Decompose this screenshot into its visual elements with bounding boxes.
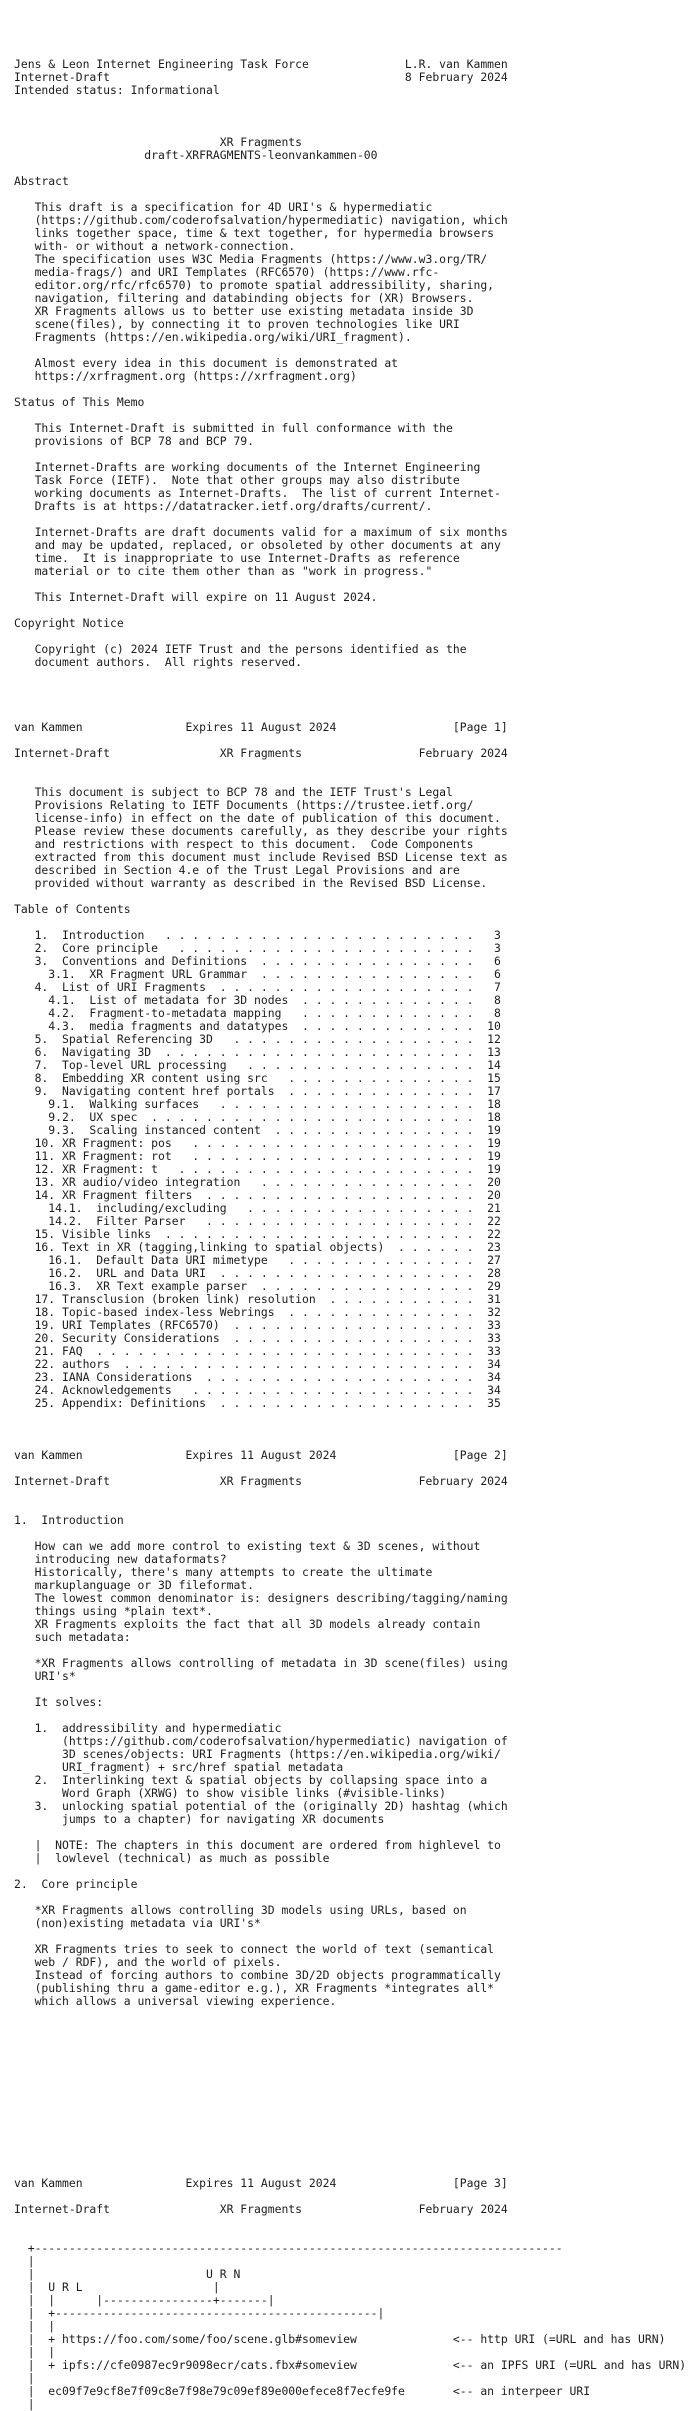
doc-line: van Kammen Expires 11 August 2024 [Page 3] xyxy=(14,2176,508,2190)
doc-line: Please review these documents carefully, as they describe your rights xyxy=(14,824,508,838)
draft-page-4 xyxy=(14,2203,700,2411)
doc-line xyxy=(14,2125,700,2138)
doc-line: This draft is a specification for 4D URI's & hypermediatic xyxy=(14,200,433,214)
doc-line: 16.1. Default Data URI mimetype . . . . . . . . . . . . . . 27 xyxy=(14,1253,501,1267)
doc-line: XR Fragments tries to seek to connect the world of text (semantical xyxy=(14,1942,495,1956)
doc-line xyxy=(14,760,700,773)
doc-line: provisions of BCP 78 and BCP 79. xyxy=(14,434,255,448)
doc-line: (non)existing metadata via URI's* xyxy=(14,1916,261,1930)
doc-line: and restrictions with respect to this document. Code Components xyxy=(14,837,474,851)
doc-line: Instead of forcing authors to combine 3D/2D objects programmatically xyxy=(14,1968,501,1982)
doc-line xyxy=(14,1488,700,1501)
doc-line: Status of This Memo xyxy=(14,395,145,409)
doc-line xyxy=(14,2151,700,2164)
doc-line: material or to cite them other than as "work in progress." xyxy=(14,564,433,578)
doc-line: Drafts is at https://datatracker.ietf.org/drafts/current/. xyxy=(14,499,433,513)
doc-line: document authors. All rights reserved. xyxy=(14,655,303,669)
doc-line xyxy=(14,2216,700,2229)
doc-line: Copyright Notice xyxy=(14,616,124,630)
doc-line: How can we add more control to existing text & 3D scenes, without xyxy=(14,1539,481,1553)
doc-line: 13. XR audio/video integration . . . . . . . . . . . . . . . . 20 xyxy=(14,1175,501,1189)
doc-line: 9.1. Walking surfaces . . . . . . . . . . . . . . . . . . . 18 xyxy=(14,1097,501,1111)
doc-line: 23. IANA Considerations . . . . . . . . . . . . . . . . . . . . 34 xyxy=(14,1370,501,1384)
doc-line: 14.1. including/excluding . . . . . . . . . . . . . . . . . 21 xyxy=(14,1201,501,1215)
doc-line: 7. Top-level URL processing . . . . . . . . . . . . . . . . . 14 xyxy=(14,1058,501,1072)
doc-line: (https://github.com/coderofsalvation/hypermediatic) navigation of xyxy=(14,1734,508,1748)
doc-line: 3. Conventions and Definitions . . . . . . . . . . . . . . . . 6 xyxy=(14,954,501,968)
doc-line: Almost every idea in this document is demonstrated at xyxy=(14,356,399,370)
doc-line: 4.2. Fragment-to-metadata mapping . . . . . . . . . . . . . 8 xyxy=(14,1006,501,1020)
doc-line: Intended status: Informational xyxy=(14,83,220,97)
doc-line: 4.3. media fragments and datatypes . . . . . . . . . . . . . 10 xyxy=(14,1019,501,1033)
doc-line: 25. Appendix: Definitions . . . . . . . . . . . . . . . . . . . 35 xyxy=(14,1396,501,1410)
draft-page-3 xyxy=(14,1475,700,2190)
doc-line: | xyxy=(14,2371,35,2385)
doc-line: | NOTE: The chapters in this document are ordered from highlevel to xyxy=(14,1838,501,1852)
doc-line: such metadata: xyxy=(14,1630,131,1644)
doc-line xyxy=(14,2021,700,2034)
doc-line: 4.1. List of metadata for 3D nodes . . . . . . . . . . . . . 8 xyxy=(14,993,501,1007)
doc-line xyxy=(14,2060,700,2073)
doc-line: +----------------------------------------------------------------------------- xyxy=(14,2241,563,2255)
doc-line: https://xrfragment.org (https://xrfragment.org) xyxy=(14,369,357,383)
doc-line: 9.3. Scaling instanced content . . . . . . . . . . . . . . . 19 xyxy=(14,1123,501,1137)
doc-line: | | xyxy=(14,2319,56,2333)
doc-line: navigation, filtering and databinding objects for (XR) Browsers. xyxy=(14,291,474,305)
doc-line: markuplanguage or 3D fileformat. xyxy=(14,1578,255,1592)
doc-line: Copyright (c) 2024 IETF Trust and the persons identified as the xyxy=(14,642,467,656)
doc-line: media-frags/) and URI Templates (RFC6570) (https://www.rfc- xyxy=(14,265,440,279)
doc-line: This Internet-Draft is submitted in full conformance with the xyxy=(14,421,453,435)
doc-line: 16.3. XR Text example parser . . . . . . . . . . . . . . . . 29 xyxy=(14,1279,501,1293)
doc-line: 1. addressibility and hypermediatic xyxy=(14,1721,282,1735)
doc-line xyxy=(14,669,700,682)
doc-line: 12. XR Fragment: t . . . . . . . . . . . . . . . . . . . . . . 19 xyxy=(14,1162,501,1176)
doc-line: Word Graph (XRWG) to show visible links (#visible-links) xyxy=(14,1786,447,1800)
doc-line xyxy=(14,2138,700,2151)
doc-line: 1. Introduction . . . . . . . . . . . . . . . . . . . . . . . 3 xyxy=(14,928,501,942)
doc-line: 9.2. UX spec . . . . . . . . . . . . . . . . . . . . . . . . 18 xyxy=(14,1110,501,1124)
doc-line: with- or without a network-connection. xyxy=(14,239,296,253)
doc-line: Table of Contents xyxy=(14,902,131,916)
doc-line: | U R N xyxy=(14,2267,241,2281)
doc-line: 15. Visible links . . . . . . . . . . . . . . . . . . . . . . . 22 xyxy=(14,1227,501,1241)
doc-line xyxy=(14,2047,700,2060)
doc-line: Jens & Leon Internet Engineering Task Force L.R. van Kammen xyxy=(14,57,508,71)
doc-line: Fragments (https://en.wikipedia.org/wiki/URI_fragment). xyxy=(14,330,412,344)
doc-line: 3. unlocking spatial potential of the (originally 2D) hashtag (which xyxy=(14,1799,508,1813)
doc-line: Internet-Draft 8 February 2024 xyxy=(14,70,508,84)
doc-line: Internet-Drafts are working documents of the Internet Engineering xyxy=(14,460,481,474)
doc-line: time. It is inappropriate to use Internet-Drafts as reference xyxy=(14,551,460,565)
doc-line: van Kammen Expires 11 August 2024 [Page 2] xyxy=(14,1448,508,1462)
doc-line: This document is subject to BCP 78 and the IETF Trust's Legal xyxy=(14,785,453,799)
doc-line: 19. URI Templates (RFC6570) . . . . . . . . . . . . . . . . . . 33 xyxy=(14,1318,501,1332)
doc-line: | ec09f7e9cf8e7f09c8e7f98e79c09ef89e000efece8f7ecfe9fe <-- an interpeer URI xyxy=(14,2384,591,2398)
doc-line: 17. Transclusion (broken link) resolution . . . . . . . . . . . 31 xyxy=(14,1292,501,1306)
doc-line: 14.2. Filter Parser . . . . . . . . . . . . . . . . . . . . 22 xyxy=(14,1214,501,1228)
doc-line: (https://github.com/coderofsalvation/hypermediatic) navigation, which xyxy=(14,213,508,227)
doc-line: | U R L | xyxy=(14,2280,220,2294)
doc-line: 21. FAQ . . . . . . . . . . . . . . . . . . . . . . . . . . . . 33 xyxy=(14,1344,501,1358)
doc-line: 24. Acknowledgements . . . . . . . . . . . . . . . . . . . . . 34 xyxy=(14,1383,501,1397)
doc-line xyxy=(14,695,700,708)
doc-line: XR Fragments allows us to better use existing metadata inside 3D xyxy=(14,304,474,318)
doc-line xyxy=(14,162,700,175)
doc-line: Historically, there's many attempts to create the ultimate xyxy=(14,1565,433,1579)
doc-line: provided without warranty as described in the Revised BSD License. xyxy=(14,876,488,890)
doc-line: Internet-Draft XR Fragments February 2024 xyxy=(14,1474,508,1488)
doc-line: | + https://foo.com/some/foo/scene.glb#someview <-- http URI (=URL and has URN) xyxy=(14,2332,666,2346)
doc-line: The specification uses W3C Media Fragments (https://www.w3.org/TR/ xyxy=(14,252,488,266)
doc-line: Internet-Draft XR Fragments February 2024 xyxy=(14,746,508,760)
draft-page-1 xyxy=(14,58,700,734)
doc-line: introducing new dataformats? xyxy=(14,1552,227,1566)
doc-line: license-info) in effect on the date of publication of this document. xyxy=(14,811,501,825)
doc-line: editor.org/rfc/rfc6570) to promote spatial addressibility, sharing, xyxy=(14,278,495,292)
doc-line xyxy=(14,2112,700,2125)
doc-line xyxy=(14,2086,700,2099)
doc-line: 2. Core principle . . . . . . . . . . . . . . . . . . . . . . 3 xyxy=(14,941,501,955)
doc-line: links together space, time & text together, for hypermedia browsers xyxy=(14,226,495,240)
doc-line: | xyxy=(14,2397,35,2411)
doc-line: and may be updated, replaced, or obsoleted by other documents at any xyxy=(14,538,501,552)
doc-line: web / RDF), and the world of pixels. xyxy=(14,1955,282,1969)
doc-line: | + ipfs://cfe0987ec9r9098ecr/cats.fbx#someview <-- an IPFS URI (=URL and has URN) xyxy=(14,2358,687,2372)
doc-line: This Internet-Draft will expire on 11 August 2024. xyxy=(14,590,378,604)
doc-line: 16. Text in XR (tagging,linking to spatial objects) . . . . . . 23 xyxy=(14,1240,501,1254)
doc-line: 18. Topic-based index-less Webrings . . . . . . . . . . . . . . 32 xyxy=(14,1305,501,1319)
doc-line xyxy=(14,2008,700,2021)
doc-line: jumps to a chapter) for navigating XR documents xyxy=(14,1812,385,1826)
doc-line: van Kammen Expires 11 August 2024 [Page 1] xyxy=(14,720,508,734)
doc-line: draft-XRFRAGMENTS-leonvankammen-00 xyxy=(14,148,378,162)
doc-line: 22. authors . . . . . . . . . . . . . . . . . . . . . . . . . . 34 xyxy=(14,1357,501,1371)
draft-page-2 xyxy=(14,747,700,1462)
doc-line: Internet-Draft XR Fragments February 2024 xyxy=(14,2202,508,2216)
doc-line: 1. Introduction xyxy=(14,1513,124,1527)
doc-line: (publishing thru a game-editor e.g.), XR Fragments *integrates all* xyxy=(14,1981,495,1995)
doc-line: XR Fragments xyxy=(14,135,303,149)
doc-line: which allows a universal viewing experience. xyxy=(14,1994,337,2008)
doc-line: 8. Embedding XR content using src . . . . . . . . . . . . . . 15 xyxy=(14,1071,501,1085)
doc-line: 9. Navigating content href portals . . . . . . . . . . . . . . 17 xyxy=(14,1084,501,1098)
doc-line: 5. Spatial Referencing 3D . . . . . . . . . . . . . . . . . . 12 xyxy=(14,1032,501,1046)
doc-line: The lowest common denominator is: designers describing/tagging/naming xyxy=(14,1591,508,1605)
doc-line: 20. Security Considerations . . . . . . . . . . . . . . . . . . 33 xyxy=(14,1331,501,1345)
doc-line xyxy=(14,1423,700,1436)
doc-line: 3D scenes/objects: URI Fragments (https://en.wikipedia.org/wiki/ xyxy=(14,1747,501,1761)
doc-line xyxy=(14,2073,700,2086)
doc-line: working documents as Internet-Drafts. The list of current Internet- xyxy=(14,486,501,500)
doc-line: *XR Fragments allows controlling of metadata in 3D scene(files) using xyxy=(14,1656,508,1670)
doc-line: described in Section 4.e of the Trust Legal Provisions and are xyxy=(14,863,460,877)
doc-line: 2. Core principle xyxy=(14,1877,138,1891)
doc-line: XR Fragments exploits the fact that all 3D models already contain xyxy=(14,1617,481,1631)
doc-line: 2. Interlinking text & spatial objects by collapsing space into a xyxy=(14,1773,488,1787)
doc-line: 6. Navigating 3D . . . . . . . . . . . . . . . . . . . . . . . 13 xyxy=(14,1045,501,1059)
doc-line: 14. XR Fragment filters . . . . . . . . . . . . . . . . . . . . 20 xyxy=(14,1188,501,1202)
doc-line: | | |----------------+-------| xyxy=(14,2293,275,2307)
doc-line: | lowlevel (technical) as much as possible xyxy=(14,1851,330,1865)
doc-line: | | xyxy=(14,2345,56,2359)
doc-line: Task Force (IETF). Note that other groups may also distribute xyxy=(14,473,460,487)
doc-line xyxy=(14,682,700,695)
doc-line: | xyxy=(14,2254,35,2268)
doc-line: extracted from this document must include Revised BSD License text as xyxy=(14,850,508,864)
doc-line: | +-----------------------------------------------| xyxy=(14,2306,385,2320)
doc-line xyxy=(14,1683,700,1696)
doc-line: Provisions Relating to IETF Documents (https://trustee.ietf.org/ xyxy=(14,798,474,812)
doc-line xyxy=(14,97,700,110)
doc-line: 3.1. XR Fragment URL Grammar . . . . . . . . . . . . . . . . 6 xyxy=(14,967,501,981)
doc-line: 4. List of URI Fragments . . . . . . . . . . . . . . . . . . . 7 xyxy=(14,980,501,994)
doc-line xyxy=(14,1410,700,1423)
doc-line xyxy=(14,110,700,123)
doc-line: URI_fragment) + src/href spatial metadata xyxy=(14,1760,344,1774)
doc-line: 10. XR Fragment: pos . . . . . . . . . . . . . . . . . . . . . 19 xyxy=(14,1136,501,1150)
doc-line: 11. XR Fragment: rot . . . . . . . . . . . . . . . . . . . . . 19 xyxy=(14,1149,501,1163)
doc-line: URI's* xyxy=(14,1669,76,1683)
doc-line: Abstract xyxy=(14,174,69,188)
doc-line: Internet-Drafts are draft documents valid for a maximum of six months xyxy=(14,525,508,539)
doc-line: It solves: xyxy=(14,1695,104,1709)
doc-line: scene(files), by connecting it to proven technologies like URI xyxy=(14,317,460,331)
doc-line: 16.2. URL and Data URI . . . . . . . . . . . . . . . . . . . 28 xyxy=(14,1266,501,1280)
doc-line xyxy=(14,2034,700,2047)
doc-line: things using *plain text*. xyxy=(14,1604,213,1618)
doc-line xyxy=(14,2099,700,2112)
doc-line: *XR Fragments allows controlling 3D models using URLs, based on xyxy=(14,1903,467,1917)
